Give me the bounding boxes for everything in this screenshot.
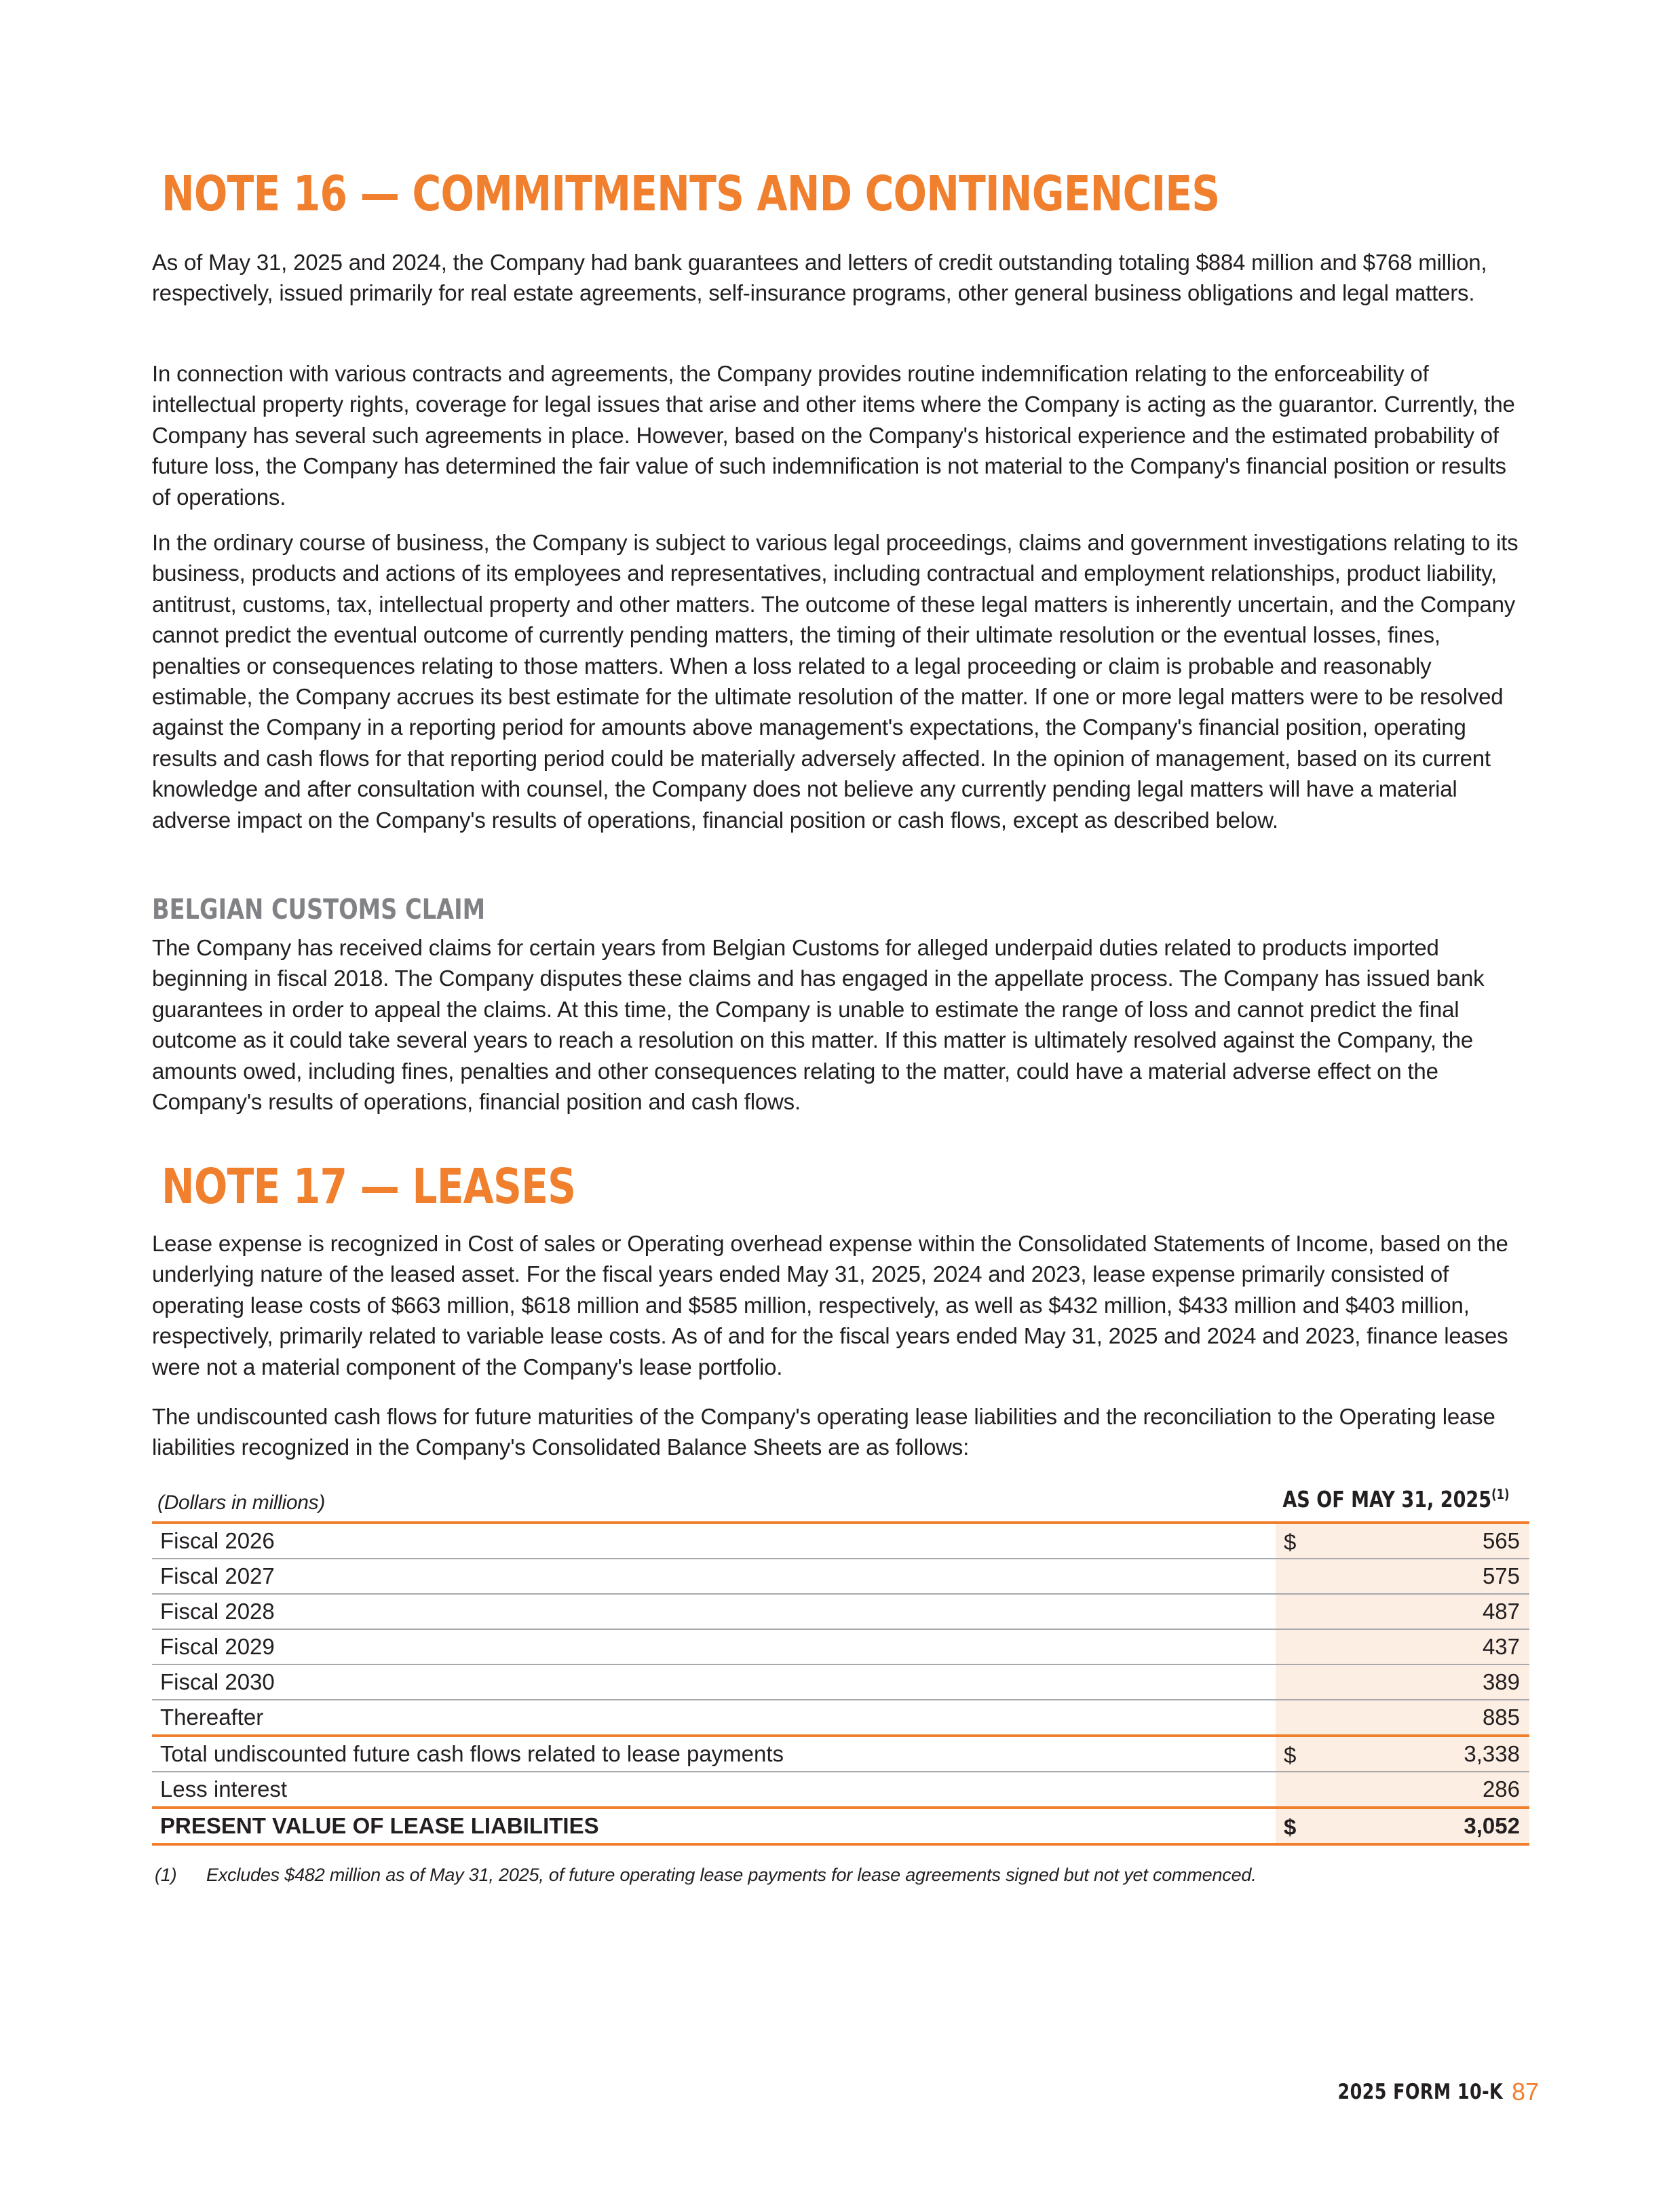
- column-footnote-mark: (1): [1491, 1486, 1509, 1502]
- row-label: Thereafter: [152, 1700, 1276, 1736]
- dollar-sign: $: [1284, 1529, 1297, 1555]
- page-footer: [1301, 2078, 1539, 2118]
- table-column-header: [1282, 1486, 1509, 1512]
- table-row: [152, 1772, 1529, 1808]
- lease-table-header: [152, 1486, 1529, 1521]
- table-row: [152, 1559, 1529, 1594]
- row-value: 3,338: [1464, 1741, 1520, 1766]
- row-value: 575: [1482, 1563, 1520, 1588]
- row-label: Fiscal 2028: [152, 1594, 1276, 1629]
- row-value-cell: [1276, 1700, 1529, 1736]
- table-row: [152, 1523, 1529, 1559]
- table-row: [152, 1664, 1529, 1700]
- row-label: Fiscal 2029: [152, 1629, 1276, 1664]
- row-label: Less interest: [152, 1772, 1276, 1808]
- lease-maturity-table: [152, 1521, 1529, 1846]
- row-value-cell: [1276, 1629, 1529, 1664]
- row-value: 3,052: [1464, 1813, 1520, 1838]
- row-label: Total undiscounted future cash flows related to lease payments: [152, 1736, 1276, 1772]
- page-number: 87: [1511, 2078, 1539, 2106]
- row-value: 389: [1482, 1669, 1520, 1694]
- row-label: Fiscal 2026: [152, 1523, 1276, 1559]
- note-17-title: NOTE 17 — LEASES: [161, 1158, 576, 1215]
- table-units-label: (Dollars in millions): [157, 1491, 326, 1514]
- row-value: 565: [1482, 1528, 1520, 1553]
- row-value-cell: [1276, 1664, 1529, 1700]
- form-label: 2025 FORM 10-K: [1337, 2080, 1504, 2104]
- table-total-row: [152, 1808, 1529, 1844]
- belgian-customs-subheading: BELGIAN CUSTOMS CLAIM: [152, 893, 486, 926]
- row-value-cell: [1276, 1772, 1529, 1808]
- row-value: 437: [1482, 1634, 1520, 1659]
- table-footnote: [155, 1865, 1532, 1886]
- dollar-sign: $: [1284, 1743, 1297, 1768]
- row-label: Fiscal 2030: [152, 1664, 1276, 1700]
- footnote-mark: (1): [155, 1865, 177, 1885]
- row-label: Fiscal 2027: [152, 1559, 1276, 1594]
- row-value: 487: [1482, 1599, 1520, 1624]
- column-header-text: AS OF MAY 31, 2025: [1282, 1486, 1491, 1512]
- note-16-paragraph-2: In connection with various contracts and agreements, the Company provides routine indemnification relating to the enforceability of intellectual property rights, coverage for legal issues that arise and other items where the Company is acting as the guarantor. Currently, the Company has several such agreements in place. However, based on the Company's historical experience and the estimated probability of future loss, the Company has determined the fair value of such indemnification is not material to the Company's financial position or results of operations.: [152, 361, 1515, 510]
- table-row: [152, 1629, 1529, 1664]
- row-value: 286: [1482, 1776, 1520, 1802]
- note-16-paragraph-1: As of May 31, 2025 and 2024, the Company had bank guarantees and letters of credit outstanding totaling $884 million and $768 million, respectively, issued primarily for real estate agreements, self-insurance programs, other general business obligations and legal matters.: [152, 250, 1487, 306]
- row-value-cell: [1276, 1594, 1529, 1629]
- table-row: [152, 1700, 1529, 1736]
- footnote-text: Excludes $482 million as of May 31, 2025, of future operating lease payments for lease agreements signed but not yet commenced.: [206, 1865, 1257, 1885]
- note-17-paragraph-1: Lease expense is recognized in Cost of sales or Operating overhead expense within the Consolidated Statements of Income, based on the underlying nature of the leased asset. For the fiscal years ended May 31, 2025, 2024 and 2023, lease expense primarily consisted of operating lease costs of $663 million, $618 million and $585 million, respectively, as well as $432 million, $433 million and $403 million, respectively, primarily related to variable lease costs. As of and for the fiscal years ended May 31, 2025 and 2024 and 2023, finance leases were not a material component of the Company's lease portfolio.: [152, 1231, 1508, 1379]
- row-value-cell: [1276, 1808, 1529, 1844]
- dollar-sign: $: [1284, 1814, 1297, 1840]
- row-value-cell: [1276, 1559, 1529, 1594]
- table-row: [152, 1594, 1529, 1629]
- row-value-cell: [1276, 1736, 1529, 1772]
- row-value-cell: [1276, 1523, 1529, 1559]
- row-value: 885: [1482, 1705, 1520, 1730]
- note-16-paragraph-3: In the ordinary course of business, the Company is subject to various legal proceedings, claims and government investigations relating to its business, products and actions of its employees and representatives, including contractual and employment relationships, product liability, antitrust, customs, tax, intellectual property and other matters. The outcome of these legal matters is inherently uncertain, and the Company cannot predict the eventual outcome of currently pending matters, the timing of their ultimate resolution or the eventual losses, fines, penalties or consequences relating to those matters. When a loss related to a legal proceeding or claim is probable and reasonably estimable, the Company accrues its best estimate for the ultimate resolution of the matter. If one or more legal matters were to be resolved against the Company in a reporting period for amounts above management's expectations, the Company's financial position, operating results and cash flows for that reporting period could be materially adversely affected. In the opinion of management, based on its current knowledge and after consultation with counsel, the Company does not believe any currently pending legal matters will have a material adverse impact on the Company's results of operations, financial position or cash flows, except as described below.: [152, 530, 1519, 833]
- note-16-title: NOTE 16 — COMMITMENTS AND CONTINGENCIES: [161, 166, 1220, 222]
- table-row: [152, 1736, 1529, 1772]
- row-label: PRESENT VALUE OF LEASE LIABILITIES: [152, 1808, 1276, 1844]
- belgian-customs-paragraph: The Company has received claims for certain years from Belgian Customs for alleged underpaid duties related to products imported beginning in fiscal 2018. The Company disputes these claims and has engaged in the appellate process. The Company has issued bank guarantees in order to appeal the claims. At this time, the Company is unable to estimate the range of loss and cannot predict the final outcome as it could take several years to reach a resolution on this matter. If this matter is ultimately resolved against the Company, the amounts owed, including fines, penalties and other consequences relating to the matter, could have a material adverse effect on the Company's results of operations, financial position and cash flows.: [152, 935, 1485, 1115]
- note-17-paragraph-2: The undiscounted cash flows for future maturities of the Company's operating lease liabilities and the reconciliation to the Operating lease liabilities recognized in the Company's Consolidated Balance Sheets are as follows:: [152, 1404, 1495, 1460]
